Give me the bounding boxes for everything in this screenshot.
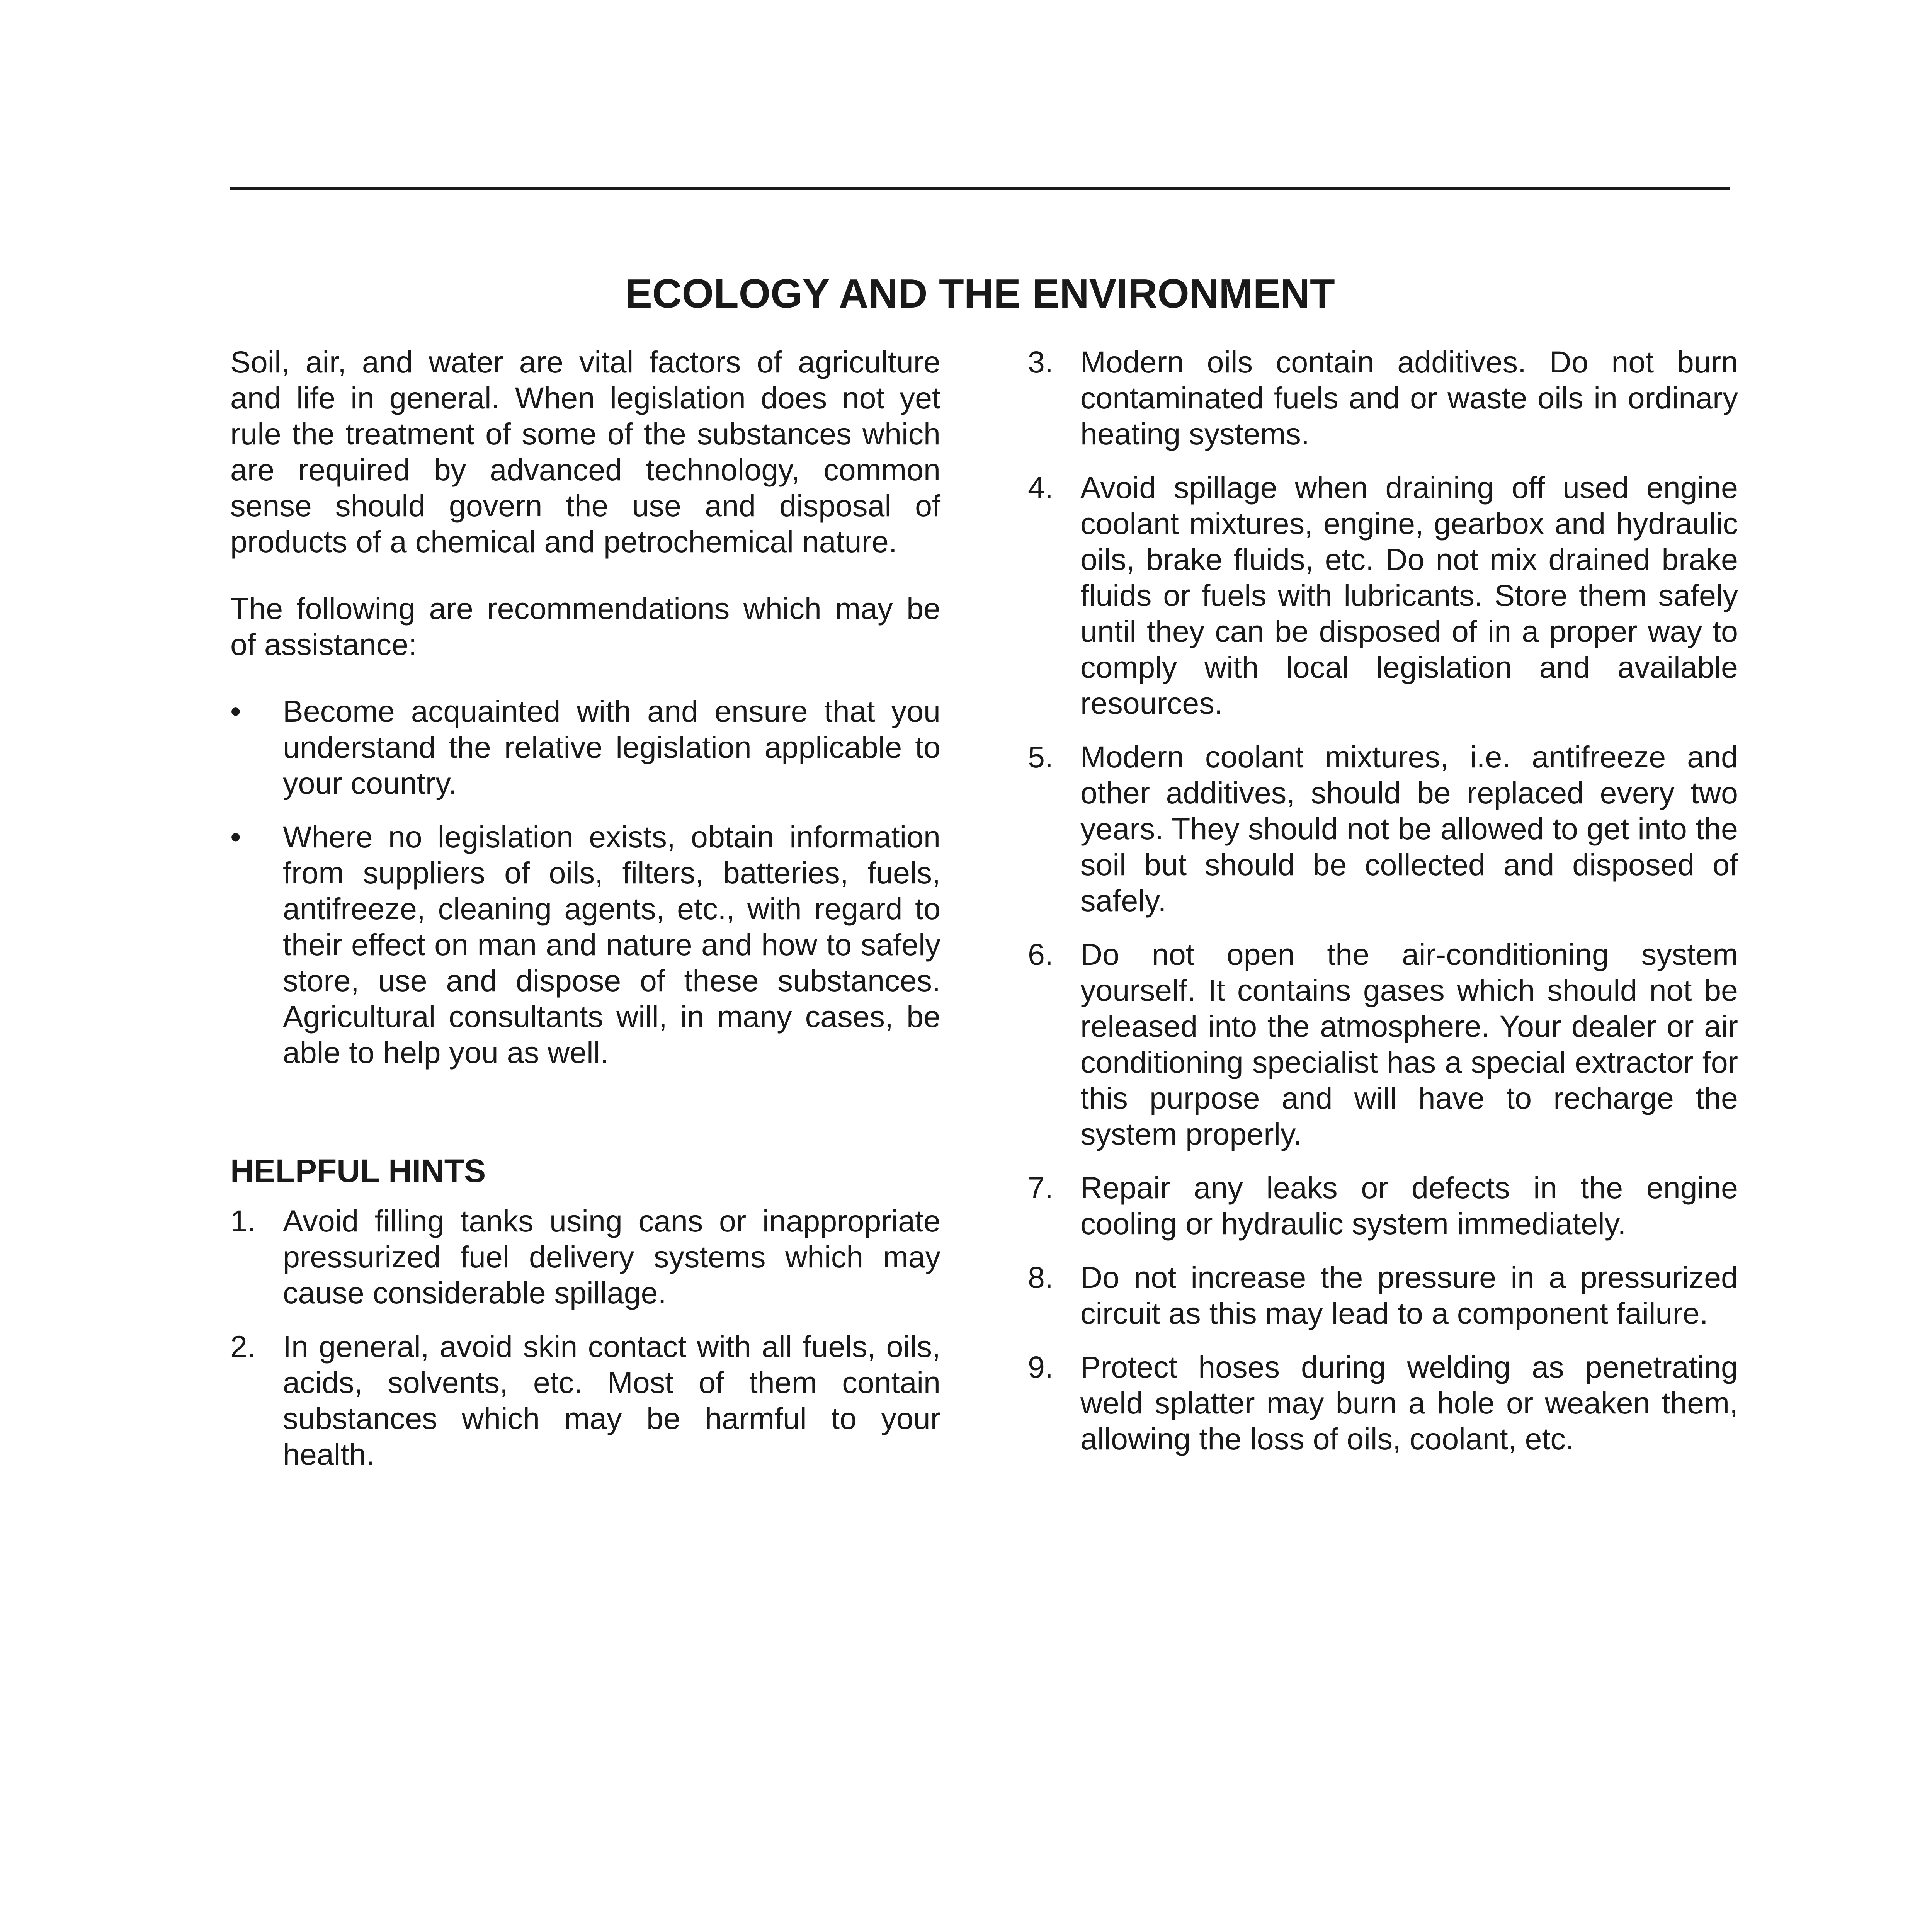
- intro-paragraph: Soil, air, and water are vital factors of agriculture and life in general. When legislation does not yet rule the treatment of some of the substances which are required by advanced technology, common sense should govern the use and disposal of products of a chemical and petrochemical nature.: [230, 345, 940, 559]
- left-column: [230, 344, 940, 1490]
- hint-number: 6.: [1028, 937, 1053, 971]
- bullet-list: [230, 693, 940, 1070]
- top-rule: [230, 187, 1730, 190]
- hint-item: [1028, 1349, 1738, 1457]
- hint-text: Avoid spillage when draining off used engine coolant mixtures, engine, gearbox and hydraulic oils, brake fluids, etc. Do not mix drained brake fluids or fuels with lubricants. Store them safely until they can be disposed of in a proper way to comply with local legislation and available resources.: [1080, 470, 1738, 720]
- helpful-hints-heading: HELPFUL HINTS: [230, 1153, 486, 1189]
- bullet-text: Become acquainted with and ensure that you understand the relative legislation applicable to your country.: [283, 694, 940, 800]
- hint-item: [1028, 1170, 1738, 1242]
- intro-paragraph: The following are recommendations which may be of assistance:: [230, 591, 940, 662]
- hint-number: 1.: [230, 1204, 256, 1238]
- hint-text: Modern oils contain additives. Do not burn contaminated fuels and or waste oils in ordinary heating systems.: [1080, 345, 1738, 451]
- hint-text: In general, avoid skin contact with all fuels, oils, acids, solvents, etc. Most of them contain substances which may be harmful to your health.: [283, 1329, 940, 1471]
- bullet-marker: •: [230, 820, 241, 854]
- bullet-item: [230, 819, 940, 1070]
- hint-item: [1028, 1259, 1738, 1331]
- hint-number: 4.: [1028, 470, 1053, 505]
- page-title: ECOLOGY AND THE ENVIRONMENT: [625, 271, 1335, 316]
- hint-item: [1028, 469, 1738, 721]
- bullet-item: [230, 693, 940, 801]
- hint-number: 2.: [230, 1329, 256, 1364]
- hint-text: Do not open the air-conditioning system yourself. It contains gases which should not be released into the atmosphere. Your dealer or air conditioning specialist has a special extractor for this purpose and will have to recharge the system properly.: [1080, 937, 1738, 1151]
- hints-list-left: [230, 1203, 940, 1472]
- hint-number: 8.: [1028, 1260, 1053, 1294]
- hint-item: [230, 1203, 940, 1311]
- hint-text: Protect hoses during welding as penetrating weld splatter may burn a hole or weaken them, allowing the loss of oils, coolant, etc.: [1080, 1350, 1738, 1456]
- hint-text: Avoid filling tanks using cans or inappropriate pressurized fuel delivery systems which may cause considerable spillage.: [283, 1204, 940, 1310]
- hint-number: 3.: [1028, 345, 1053, 379]
- hint-item: [1028, 936, 1738, 1152]
- hint-item: [1028, 739, 1738, 918]
- bullet-text: Where no legislation exists, obtain information from suppliers of oils, filters, batteries, fuels, antifreeze, cleaning agents, etc., with regard to their effect on man and nature and how to safely store, use and dispose of these substances. Agricultural consultants will, in many cases, be able to help you as well.: [283, 820, 940, 1070]
- hint-text: Do not increase the pressure in a pressurized circuit as this may lead to a component failure.: [1080, 1260, 1738, 1330]
- bullet-marker: •: [230, 694, 241, 728]
- hint-number: 5.: [1028, 740, 1053, 774]
- hint-text: Modern coolant mixtures, i.e. antifreeze and other additives, should be replaced every two years. They should not be allowed to get into the soil but should be collected and disposed of safely.: [1080, 740, 1738, 918]
- hint-item: [230, 1328, 940, 1472]
- hint-item: [1028, 344, 1738, 452]
- hint-text: Repair any leaks or defects in the engine cooling or hydraulic system immediately.: [1080, 1170, 1738, 1241]
- hint-number: 9.: [1028, 1350, 1053, 1384]
- right-column: [1028, 344, 1738, 1475]
- hint-number: 7.: [1028, 1170, 1053, 1205]
